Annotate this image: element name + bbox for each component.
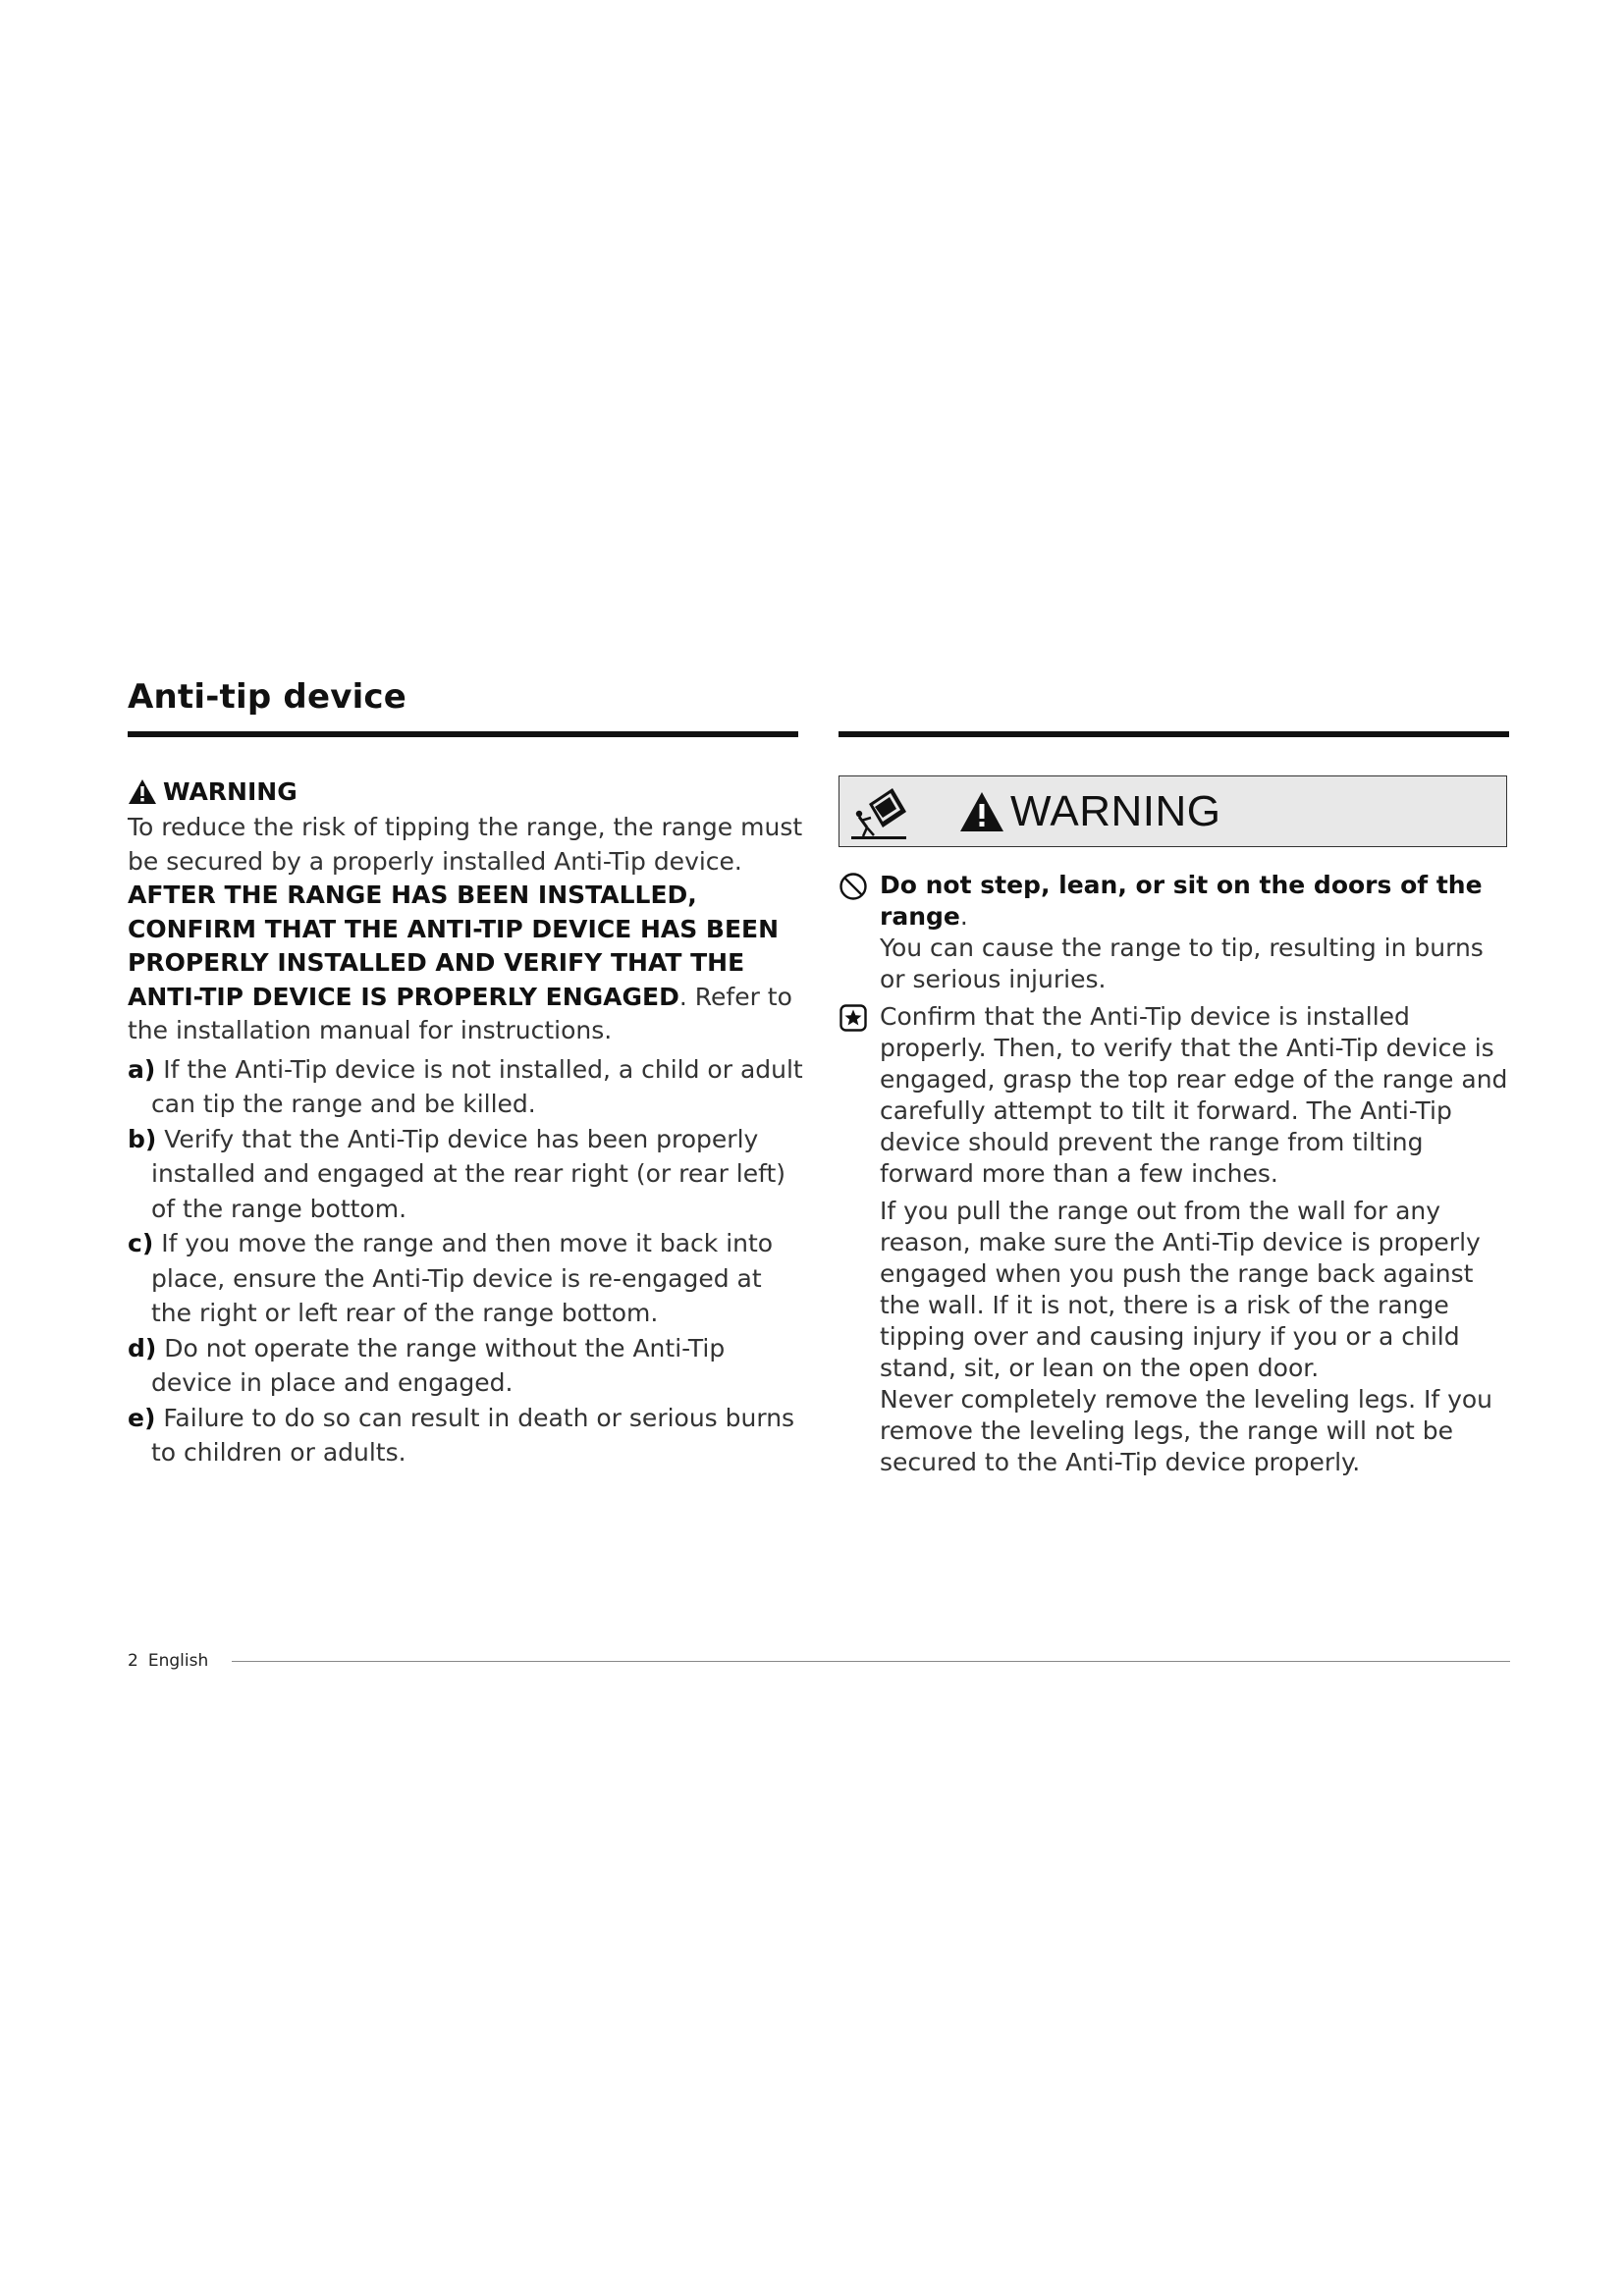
warning-banner	[839, 775, 1507, 847]
page-footer	[128, 1649, 1510, 1673]
tipping-range-icon	[849, 782, 908, 841]
page-title: Anti-tip device	[128, 677, 407, 717]
warning-label: WARNING	[163, 776, 298, 806]
list-item-d: d) Do not operate the range without the Anti-Tip device in place and engaged.	[128, 1333, 726, 1397]
warning-triangle-icon	[128, 778, 157, 805]
footer-language: English	[147, 1651, 209, 1671]
warning-triangle-icon	[959, 791, 1004, 832]
right-divider	[839, 731, 1509, 737]
list-item-c: c) If you move the range and then move it back into place, ensure the Anti-Tip device is re-engaged at the right or left rear of the range bottom.	[128, 1229, 774, 1327]
list-item-e: e) Failure to do so can result in death or serious burns to children or adults.	[128, 1403, 795, 1467]
prohibition-explanation: You can cause the range to tip, resulting in burns or serious injuries.	[880, 934, 1484, 993]
intro-emphasis: AFTER THE RANGE HAS BEEN INSTALLED, CONFIRM THAT THE ANTI-TIP DEVICE HAS BEEN PROPERLY INSTALLED AND VERIFY THAT THE ANTI-TIP DEVICE IS PROPERLY ENGAGED	[128, 881, 780, 1011]
prohibition-icon	[839, 872, 868, 901]
warning-intro	[128, 811, 803, 1048]
prohibition-statement: Do not step, lean, or sit on the doors of the range	[880, 871, 1483, 931]
left-divider	[128, 731, 798, 737]
footer-rule	[232, 1661, 1510, 1662]
list-item-b: b) Verify that the Anti-Tip device has been properly installed and engaged at the rear right (or rear left) of the range bottom.	[128, 1124, 786, 1223]
warning-heading	[128, 775, 803, 807]
left-column	[128, 775, 803, 1470]
banner-warning-label: WARNING	[1010, 786, 1221, 835]
page-number: 2	[128, 1651, 138, 1671]
prohibition-item: Do not step, lean, or sit on the doors of the range. You can cause the range to tip, resulting in burns or serious injuries.	[839, 870, 1516, 995]
right-column	[839, 870, 1516, 1478]
instruction-paragraph-2: If you pull the range out from the wall for any reason, make sure the Anti-Tip device is properly engaged when you push the range back against the wall. If it is not, there is a risk of the range tipping over and causing injury if you or a child stand, sit, or lean on the open door.	[880, 1197, 1481, 1382]
star-icon	[839, 1003, 868, 1033]
list-item-a: a) If the Anti-Tip device is not installed, a child or adult can tip the range and be killed.	[128, 1054, 803, 1118]
instruction-paragraph-3: Never completely remove the leveling legs. If you remove the leveling legs, the range will not be secured to the Anti-Tip device properly.	[880, 1385, 1493, 1476]
instruction-text: Confirm that the Anti-Tip device is installed properly. Then, to verify that the Anti-Tip device is engaged, grasp the top rear edge of the range and carefully attempt to tilt it forward. The Anti-Tip device should prevent the range from tilting forward more than a few inches.	[880, 1002, 1508, 1188]
intro-text-end: . Refer to the installation manual for instructions.	[128, 982, 792, 1044]
intro-text: To reduce the risk of tipping the range, the range must be secured by a properly installed Anti-Tip device.	[128, 813, 803, 876]
instruction-item	[839, 1001, 1516, 1190]
